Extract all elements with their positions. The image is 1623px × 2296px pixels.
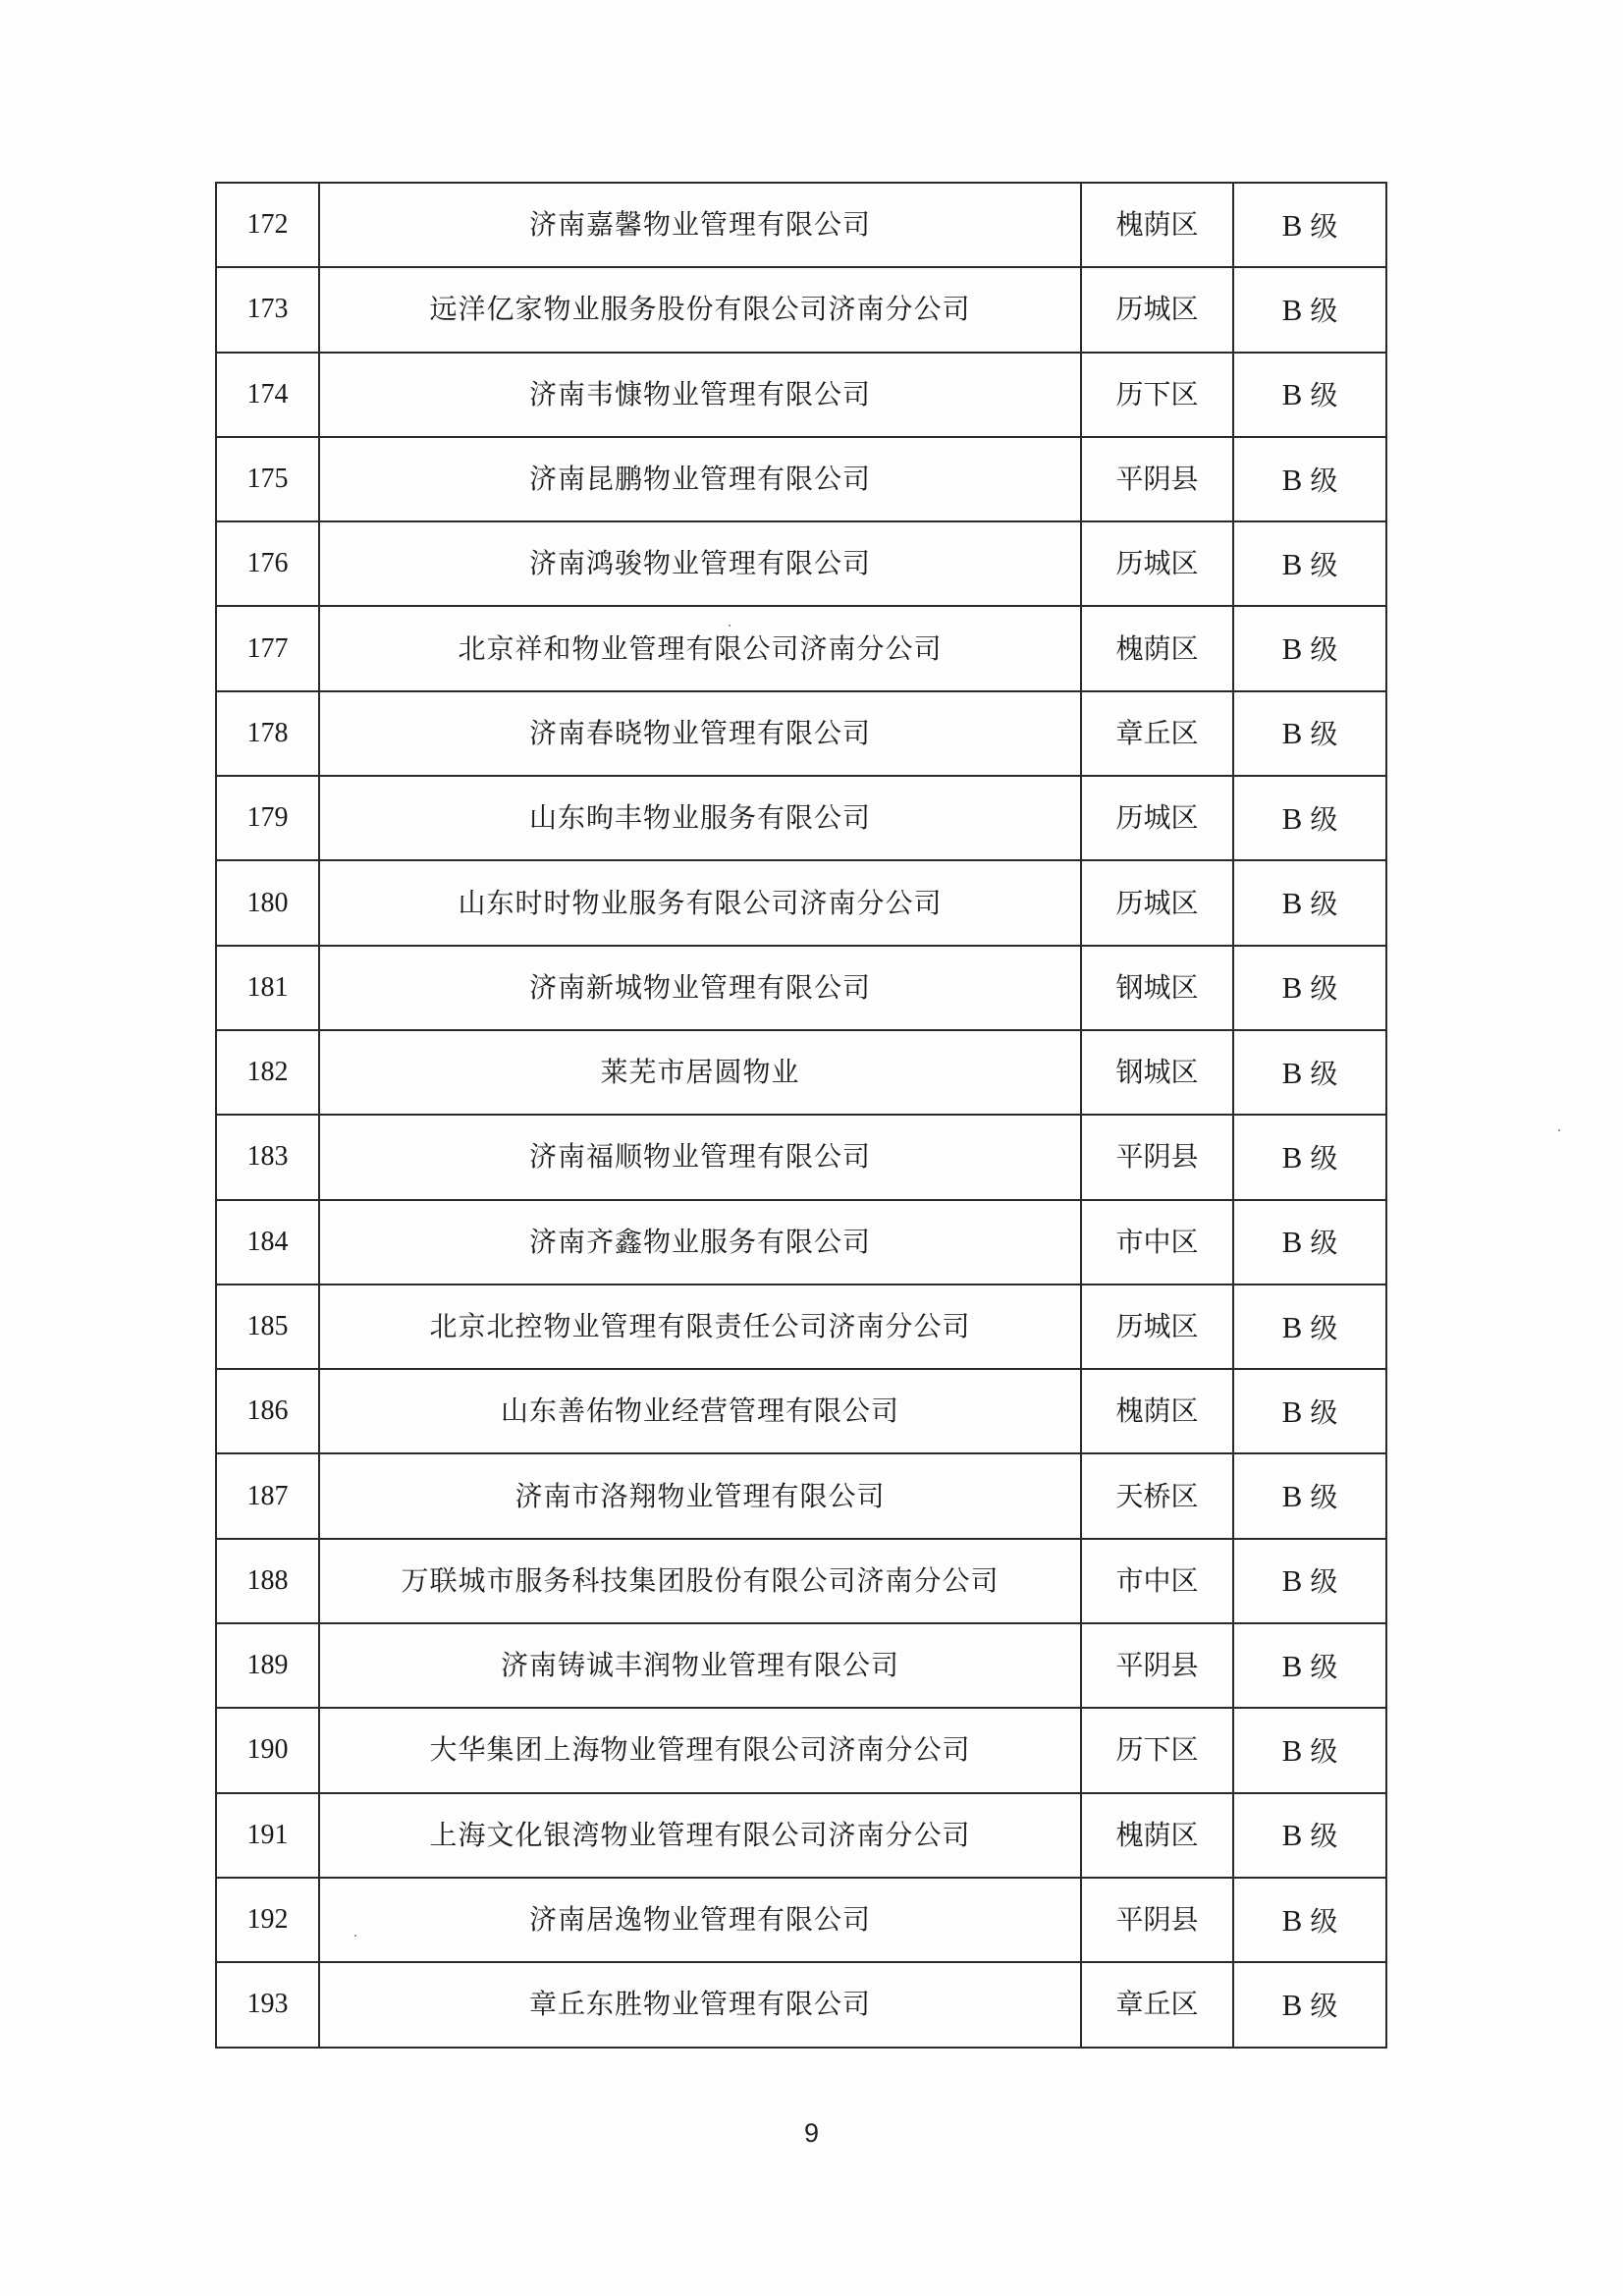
table-row [216, 1793, 1386, 1878]
grade-cell [1233, 776, 1386, 860]
grade-letter: B [1281, 1479, 1303, 1514]
grade-suffix: 级 [1310, 633, 1338, 667]
grade-letter: B [1281, 1055, 1303, 1090]
grade-suffix: 级 [1310, 888, 1338, 921]
row-number-cell: 179 [216, 776, 319, 860]
grade-letter: B [1281, 1648, 1303, 1683]
grade-suffix: 级 [1310, 294, 1338, 327]
table-row [216, 1539, 1386, 1623]
company-name-cell: 济南新城物业管理有限公司 [319, 946, 1081, 1030]
row-number-cell: 181 [216, 946, 319, 1030]
grade-cell [1233, 1369, 1386, 1453]
table-row [216, 606, 1386, 690]
company-name-cell: 莱芜市居圆物业 [319, 1030, 1081, 1115]
table-row [216, 1030, 1386, 1115]
company-name-cell: 章丘东胜物业管理有限公司 [319, 1962, 1081, 2047]
district-cell: 平阴县 [1081, 1623, 1233, 1708]
grade-letter: B [1281, 462, 1303, 497]
grade-suffix: 级 [1310, 972, 1338, 1006]
grade-suffix: 级 [1310, 1311, 1338, 1344]
company-name-cell: 济南春晓物业管理有限公司 [319, 691, 1081, 776]
row-number-cell: 177 [216, 606, 319, 690]
grade-suffix: 级 [1310, 209, 1338, 243]
district-cell: 历下区 [1081, 353, 1233, 437]
row-number-cell: 184 [216, 1200, 319, 1285]
district-cell: 槐荫区 [1081, 183, 1233, 267]
row-number-cell: 185 [216, 1285, 319, 1369]
table-row [216, 1453, 1386, 1538]
grade-letter: B [1281, 207, 1303, 243]
grade-letter: B [1281, 546, 1303, 581]
grade-cell [1233, 437, 1386, 521]
grade-letter: B [1281, 1309, 1303, 1344]
table-row [216, 437, 1386, 521]
grade-suffix: 级 [1310, 1141, 1338, 1175]
row-number-cell: 173 [216, 267, 319, 352]
district-cell: 槐荫区 [1081, 606, 1233, 690]
row-number-cell: 178 [216, 691, 319, 776]
company-name-cell: 济南居逸物业管理有限公司 [319, 1878, 1081, 1962]
company-name-cell: 万联城市服务科技集团股份有限公司济南分公司 [319, 1539, 1081, 1623]
district-cell: 章丘区 [1081, 691, 1233, 776]
company-name-cell: 山东时时物业服务有限公司济南分公司 [319, 860, 1081, 945]
grade-letter: B [1281, 292, 1303, 327]
grade-suffix: 级 [1310, 379, 1338, 412]
company-name-cell: 济南韦慷物业管理有限公司 [319, 353, 1081, 437]
district-cell: 平阴县 [1081, 1878, 1233, 1962]
table-row [216, 183, 1386, 267]
row-number-cell: 176 [216, 521, 319, 606]
grade-cell [1233, 1539, 1386, 1623]
district-cell: 槐荫区 [1081, 1369, 1233, 1453]
row-number-cell: 182 [216, 1030, 319, 1115]
grade-cell [1233, 606, 1386, 690]
grade-cell [1233, 521, 1386, 606]
grade-cell [1233, 946, 1386, 1030]
grade-cell [1233, 1115, 1386, 1199]
district-cell: 平阴县 [1081, 1115, 1233, 1199]
grade-letter: B [1281, 1818, 1303, 1853]
row-number-cell: 189 [216, 1623, 319, 1708]
row-number-cell: 183 [216, 1115, 319, 1199]
table-row [216, 1115, 1386, 1199]
district-cell: 章丘区 [1081, 1962, 1233, 2047]
grade-cell [1233, 1962, 1386, 2047]
row-number-cell: 190 [216, 1708, 319, 1792]
grade-suffix: 级 [1310, 1989, 1338, 2022]
row-number-cell: 174 [216, 353, 319, 437]
grade-letter: B [1281, 1225, 1303, 1260]
district-cell: 平阴县 [1081, 437, 1233, 521]
grade-cell [1233, 353, 1386, 437]
grade-cell [1233, 1030, 1386, 1115]
grade-suffix: 级 [1310, 464, 1338, 497]
grade-suffix: 级 [1310, 1395, 1338, 1429]
grade-suffix: 级 [1310, 1650, 1338, 1683]
company-name-cell: 济南市洛翔物业管理有限公司 [319, 1453, 1081, 1538]
grade-letter: B [1281, 886, 1303, 921]
row-number-cell: 191 [216, 1793, 319, 1878]
grade-letter: B [1281, 631, 1303, 667]
row-number-cell: 180 [216, 860, 319, 945]
page-number: 9 [803, 2118, 820, 2148]
district-cell: 槐荫区 [1081, 1793, 1233, 1878]
table-row [216, 1200, 1386, 1285]
table-row [216, 267, 1386, 352]
grade-cell [1233, 1453, 1386, 1538]
grade-letter: B [1281, 1732, 1303, 1768]
company-name-cell: 上海文化银湾物业管理有限公司济南分公司 [319, 1793, 1081, 1878]
row-number-cell: 192 [216, 1878, 319, 1962]
grade-cell [1233, 1285, 1386, 1369]
grade-suffix: 级 [1310, 1904, 1338, 1938]
district-cell: 天桥区 [1081, 1453, 1233, 1538]
table-row [216, 1623, 1386, 1708]
grade-cell [1233, 1793, 1386, 1878]
scan-speck [354, 1935, 356, 1937]
table-row [216, 946, 1386, 1030]
row-number-cell: 172 [216, 183, 319, 267]
company-name-cell: 济南鸿骏物业管理有限公司 [319, 521, 1081, 606]
row-number-cell: 193 [216, 1962, 319, 2047]
grade-letter: B [1281, 1139, 1303, 1175]
grade-suffix: 级 [1310, 1565, 1338, 1599]
row-number-cell: 175 [216, 437, 319, 521]
grade-letter: B [1281, 800, 1303, 836]
grade-suffix: 级 [1310, 718, 1338, 751]
company-name-cell: 大华集团上海物业管理有限公司济南分公司 [319, 1708, 1081, 1792]
company-name-cell: 济南齐鑫物业服务有限公司 [319, 1200, 1081, 1285]
grade-letter: B [1281, 377, 1303, 412]
scan-speck [729, 625, 730, 627]
company-name-cell: 山东昫丰物业服务有限公司 [319, 776, 1081, 860]
table-body [216, 183, 1386, 2048]
district-cell: 历城区 [1081, 267, 1233, 352]
grade-letter: B [1281, 716, 1303, 751]
grade-cell [1233, 691, 1386, 776]
company-name-cell: 远洋亿家物业服务股份有限公司济南分公司 [319, 267, 1081, 352]
row-number-cell: 186 [216, 1369, 319, 1453]
table-row [216, 1708, 1386, 1792]
grade-cell [1233, 1200, 1386, 1285]
grade-suffix: 级 [1310, 548, 1338, 581]
district-cell: 历城区 [1081, 1285, 1233, 1369]
grade-letter: B [1281, 1902, 1303, 1938]
grade-cell [1233, 1708, 1386, 1792]
grade-cell [1233, 267, 1386, 352]
district-cell: 历下区 [1081, 1708, 1233, 1792]
grade-cell [1233, 183, 1386, 267]
district-cell: 市中区 [1081, 1200, 1233, 1285]
grade-cell [1233, 1623, 1386, 1708]
table-row [216, 521, 1386, 606]
grade-suffix: 级 [1310, 802, 1338, 836]
company-name-cell: 济南铸诚丰润物业管理有限公司 [319, 1623, 1081, 1708]
grade-letter: B [1281, 970, 1303, 1006]
company-name-cell: 济南嘉馨物业管理有限公司 [319, 183, 1081, 267]
grade-suffix: 级 [1310, 1734, 1338, 1768]
grade-letter: B [1281, 1563, 1303, 1599]
grade-cell [1233, 860, 1386, 945]
grade-suffix: 级 [1310, 1057, 1338, 1090]
grade-suffix: 级 [1310, 1481, 1338, 1514]
company-name-cell: 北京北控物业管理有限责任公司济南分公司 [319, 1285, 1081, 1369]
company-name-cell: 济南福顺物业管理有限公司 [319, 1115, 1081, 1199]
company-name-cell: 山东善佑物业经营管理有限公司 [319, 1369, 1081, 1453]
district-cell: 历城区 [1081, 521, 1233, 606]
grade-letter: B [1281, 1987, 1303, 2022]
table-row [216, 691, 1386, 776]
table-row [216, 353, 1386, 437]
company-name-cell: 北京祥和物业管理有限公司济南分公司 [319, 606, 1081, 690]
district-cell: 历城区 [1081, 776, 1233, 860]
row-number-cell: 187 [216, 1453, 319, 1538]
grade-suffix: 级 [1310, 1820, 1338, 1853]
table-row [216, 1369, 1386, 1453]
district-cell: 钢城区 [1081, 946, 1233, 1030]
table-row [216, 1878, 1386, 1962]
company-name-cell: 济南昆鹏物业管理有限公司 [319, 437, 1081, 521]
grade-suffix: 级 [1310, 1227, 1338, 1260]
table-row [216, 776, 1386, 860]
property-company-rating-table [215, 182, 1387, 2049]
row-number-cell: 188 [216, 1539, 319, 1623]
grade-cell [1233, 1878, 1386, 1962]
grade-letter: B [1281, 1394, 1303, 1429]
scan-speck [1558, 1129, 1560, 1131]
district-cell: 历城区 [1081, 860, 1233, 945]
table-row [216, 1285, 1386, 1369]
district-cell: 钢城区 [1081, 1030, 1233, 1115]
table-row [216, 1962, 1386, 2047]
district-cell: 市中区 [1081, 1539, 1233, 1623]
table-row [216, 860, 1386, 945]
